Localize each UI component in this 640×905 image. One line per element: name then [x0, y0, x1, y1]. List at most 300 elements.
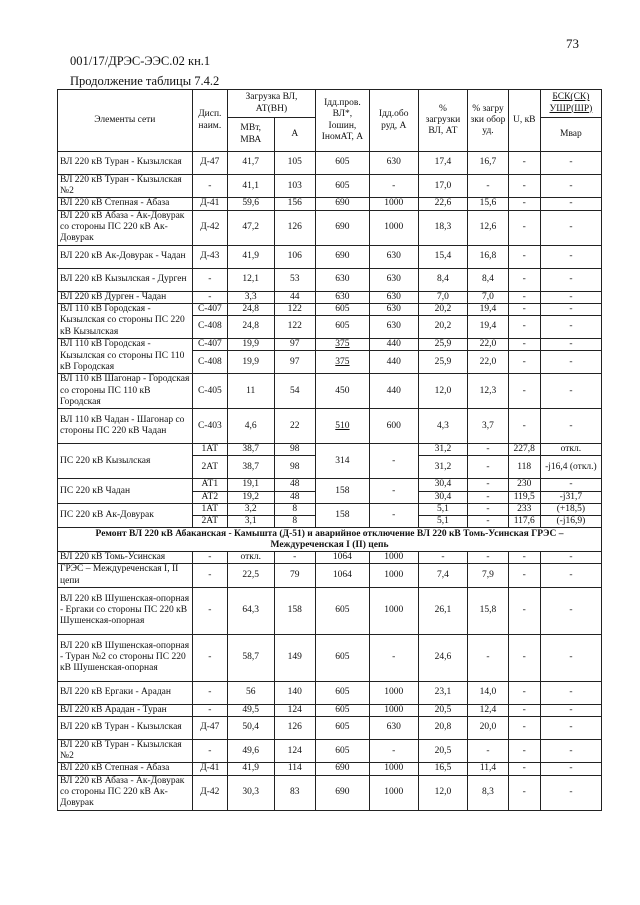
repair-scenario-caption: Ремонт ВЛ 220 кВ Абаканская - Камышта (Д-51) и аварийное отключение ВЛ 220 кВ Томь-Усинская ГРЭС – Междуреченская I (II) цепь — [58, 528, 602, 552]
table-row — [58, 564, 602, 587]
table-cell: 58,7 — [227, 634, 274, 681]
table-cell: 22 — [274, 409, 315, 444]
table-cell: - — [540, 409, 601, 444]
table-row — [58, 152, 602, 175]
table-cell: 630 — [369, 316, 418, 339]
table-cell: - — [192, 704, 227, 716]
table-cell: 20,2 — [418, 316, 468, 339]
table-cell: - — [540, 552, 601, 564]
header-idd-obo: Iдд.обо руд, А — [369, 90, 418, 152]
table-cell: 1000 — [369, 587, 418, 634]
table-cell: - — [540, 479, 601, 491]
table-cell: 19,4 — [468, 316, 508, 339]
table-cell: 8 — [274, 503, 315, 515]
table-cell: 25,9 — [418, 339, 468, 351]
table-cell: 24,6 — [418, 634, 468, 681]
table-row — [58, 634, 602, 681]
table-cell: 8,3 — [468, 775, 508, 810]
table-cell: ВЛ 220 кВ Арадан - Туран — [58, 704, 193, 716]
repair-scenario-row — [58, 528, 602, 552]
header-elements: Элементы сети — [58, 90, 193, 152]
table-row — [58, 503, 602, 515]
table-cell: ВЛ 220 кВ Туран - Кызылская — [58, 717, 193, 740]
table-cell: 119,5 — [508, 491, 540, 503]
table-cell: 1АТ — [192, 503, 227, 515]
table-cell: - — [540, 198, 601, 210]
table-continuation-caption: Продолжение таблицы 7.4.2 — [70, 74, 220, 88]
table-cell: 117,6 — [508, 516, 540, 528]
table-cell: 16,7 — [468, 152, 508, 175]
table-cell: - — [508, 763, 540, 775]
table-cell: - — [192, 681, 227, 704]
table-cell: ВЛ 220 кВ Туран - Кызылская №2 — [58, 740, 193, 763]
table-cell: 118 — [508, 456, 540, 479]
table-cell: ВЛ 220 кВ Ергаки - Арадан — [58, 681, 193, 704]
table-cell: 15,8 — [468, 587, 508, 634]
table-cell: 64,3 — [227, 587, 274, 634]
table-cell: 440 — [369, 351, 418, 374]
table-cell: - — [540, 152, 601, 175]
table-cell: ВЛ 110 кВ Чадан - Шагонар со стороны ПС 220 кВ Чадан — [58, 409, 193, 444]
table-cell: - — [508, 245, 540, 268]
table-cell: Д-47 — [192, 152, 227, 175]
table-cell: 1000 — [369, 775, 418, 810]
table-cell: - — [192, 564, 227, 587]
table-cell: 48 — [274, 479, 315, 491]
table-cell: 605 — [315, 740, 369, 763]
table-cell: 12,0 — [418, 775, 468, 810]
table-cell: 149 — [274, 634, 315, 681]
table-cell: ВЛ 220 кВ Ак-Довурак - Чадан — [58, 245, 193, 268]
table-cell: 22,0 — [468, 351, 508, 374]
table-cell: - — [274, 552, 315, 564]
table-cell: 7,9 — [468, 564, 508, 587]
table-cell: - — [540, 587, 601, 634]
table-cell: 605 — [315, 717, 369, 740]
table-cell: 18,3 — [418, 210, 468, 245]
table-cell: - — [468, 444, 508, 456]
table-cell: 30,4 — [418, 491, 468, 503]
table-cell: 38,7 — [227, 444, 274, 456]
table-cell: 690 — [315, 198, 369, 210]
table-cell: 30,4 — [418, 479, 468, 491]
table-cell: 98 — [274, 456, 315, 479]
table-cell: 233 — [508, 503, 540, 515]
table-row — [58, 291, 602, 303]
table-row — [58, 409, 602, 444]
table-cell: -j16,4 (откл.) — [540, 456, 601, 479]
table-cell: -j31,7 — [540, 491, 601, 503]
table-cell: 12,3 — [468, 374, 508, 409]
table-cell: 630 — [369, 291, 418, 303]
table-cell: 227,8 — [508, 444, 540, 456]
table-cell: 690 — [315, 775, 369, 810]
table-cell: 440 — [369, 339, 418, 351]
table-cell: - — [508, 717, 540, 740]
table-cell: - — [192, 268, 227, 291]
table-cell: 8 — [274, 516, 315, 528]
table-cell: С-408 — [192, 351, 227, 374]
table-row — [58, 374, 602, 409]
table-row — [58, 775, 602, 810]
table-cell: - — [468, 456, 508, 479]
table-cell: ВЛ 220 кВ Шушенская-опорная - Ергаки со стороны ПС 220 кВ Шушенская-опорная — [58, 587, 193, 634]
table-cell: 605 — [315, 681, 369, 704]
table-cell: 15,6 — [468, 198, 508, 210]
table-cell: Д-43 — [192, 245, 227, 268]
table-cell: ВЛ 220 кВ Абаза - Ак-Довурак со стороны ПС 220 кВ Ак-Довурак — [58, 210, 193, 245]
table-cell: 1000 — [369, 564, 418, 587]
table-cell: 3,3 — [227, 291, 274, 303]
table-cell: 630 — [369, 152, 418, 175]
table-cell: ГРЭС – Междуреченская I, II цепи — [58, 564, 193, 587]
table-cell: 630 — [315, 268, 369, 291]
table-cell: 24,8 — [227, 316, 274, 339]
table-cell: 16,8 — [468, 245, 508, 268]
table-cell: 22,5 — [227, 564, 274, 587]
table-cell: 8,4 — [468, 268, 508, 291]
table-cell: 14,0 — [468, 681, 508, 704]
table-cell: Д-47 — [192, 717, 227, 740]
table-cell: - — [508, 198, 540, 210]
table-cell: - — [540, 634, 601, 681]
table-row — [58, 717, 602, 740]
table-cell: 41,1 — [227, 175, 274, 198]
table-cell: 1064 — [315, 564, 369, 587]
table-cell: 114 — [274, 763, 315, 775]
table-cell: 19,2 — [227, 491, 274, 503]
table-cell: 2АТ — [192, 516, 227, 528]
table-cell: - — [508, 740, 540, 763]
table-cell: - — [508, 681, 540, 704]
table-cell: - — [192, 175, 227, 198]
table-cell: 20,2 — [418, 303, 468, 315]
table-cell: 12,6 — [468, 210, 508, 245]
table-cell: - — [468, 634, 508, 681]
table-cell: 19,9 — [227, 351, 274, 374]
table-cell: 605 — [315, 704, 369, 716]
table-cell: 19,4 — [468, 303, 508, 315]
table-row — [58, 479, 602, 491]
table-cell: - — [192, 291, 227, 303]
table-cell: ПС 220 кВ Кызылская — [58, 444, 193, 479]
table-cell: ВЛ 220 кВ Кызылская - Дурген — [58, 268, 193, 291]
table-cell: ВЛ 220 кВ Шушенская-опорная - Туран №2 со стороны ПС 220 кВ Шушенская-опорная — [58, 634, 193, 681]
table-cell: 605 — [315, 152, 369, 175]
table-cell: 440 — [369, 374, 418, 409]
table-cell: - — [508, 291, 540, 303]
table-cell: 48 — [274, 491, 315, 503]
table-cell: 630 — [369, 245, 418, 268]
table-cell: 510 — [315, 409, 369, 444]
load-table — [57, 89, 602, 811]
table-cell: - — [468, 491, 508, 503]
table-row — [58, 763, 602, 775]
table-cell: - — [418, 552, 468, 564]
table-cell: - — [540, 291, 601, 303]
table-cell: 15,4 — [418, 245, 468, 268]
table-cell: 11,4 — [468, 763, 508, 775]
table-cell: Д-42 — [192, 210, 227, 245]
table-cell: 20,5 — [418, 740, 468, 763]
table-cell: ВЛ 110 кВ Городская - Кызылская со стороны ПС 220 кВ Кызылская — [58, 303, 193, 338]
table-cell: 53 — [274, 268, 315, 291]
table-cell: 1000 — [369, 552, 418, 564]
table-cell: 158 — [274, 587, 315, 634]
table-cell: 1000 — [369, 198, 418, 210]
table-cell: 124 — [274, 740, 315, 763]
table-cell: 44 — [274, 291, 315, 303]
table-cell: 20,0 — [468, 717, 508, 740]
table-row — [58, 268, 602, 291]
table-row — [58, 339, 602, 351]
table-cell: - — [540, 351, 601, 374]
table-cell: 106 — [274, 245, 315, 268]
table-cell: 31,2 — [418, 444, 468, 456]
table-row — [58, 245, 602, 268]
table-cell: 375 — [315, 351, 369, 374]
table-cell: - — [508, 152, 540, 175]
table-cell: - — [369, 503, 418, 527]
table-cell: 630 — [315, 291, 369, 303]
table-cell: 97 — [274, 351, 315, 374]
table-cell: 158 — [315, 479, 369, 503]
table-cell: 25,9 — [418, 351, 468, 374]
table-cell: - — [508, 268, 540, 291]
table-cell: - — [540, 717, 601, 740]
table-row — [58, 552, 602, 564]
table-cell: - — [369, 444, 418, 479]
table-cell: - — [192, 552, 227, 564]
table-cell: Д-42 — [192, 775, 227, 810]
table-cell: - — [192, 587, 227, 634]
table-cell: 124 — [274, 704, 315, 716]
table-cell: 3,7 — [468, 409, 508, 444]
table-cell: откл. — [227, 552, 274, 564]
table-cell: 690 — [315, 245, 369, 268]
table-cell: Д-41 — [192, 763, 227, 775]
table-cell: ВЛ 220 кВ Томь-Усинская — [58, 552, 193, 564]
table-cell: - — [468, 516, 508, 528]
table-cell: - — [508, 564, 540, 587]
table-cell: 12,4 — [468, 704, 508, 716]
table-cell: - — [508, 587, 540, 634]
table-cell: 600 — [369, 409, 418, 444]
table-row — [58, 210, 602, 245]
table-cell: 56 — [227, 681, 274, 704]
table-cell: 24,8 — [227, 303, 274, 315]
table-cell: - — [369, 634, 418, 681]
table-cell: 630 — [369, 717, 418, 740]
table-cell: 1000 — [369, 704, 418, 716]
table-cell: 7,0 — [418, 291, 468, 303]
table-cell: 97 — [274, 339, 315, 351]
table-cell: - — [540, 775, 601, 810]
table-cell: 605 — [315, 303, 369, 315]
table-cell: 3,2 — [227, 503, 274, 515]
table-cell: С-403 — [192, 409, 227, 444]
table-row — [58, 175, 602, 198]
table-cell: ВЛ 220 кВ Туран - Кызылская — [58, 152, 193, 175]
table-cell: - — [540, 210, 601, 245]
table-cell: - — [508, 351, 540, 374]
table-cell: - — [508, 303, 540, 315]
table-cell: - — [540, 268, 601, 291]
table-cell: ВЛ 110 кВ Шагонар - Городская со стороны ПС 110 кВ Городская — [58, 374, 193, 409]
table-cell: 98 — [274, 444, 315, 456]
table-cell: 11 — [227, 374, 274, 409]
table-cell: 23,1 — [418, 681, 468, 704]
table-cell: 314 — [315, 444, 369, 479]
table-cell: АТ2 — [192, 491, 227, 503]
table-cell: (-j16,9) — [540, 516, 601, 528]
table-cell: 690 — [315, 210, 369, 245]
header-idd-prov: Iдд.пров. ВЛ*, Iошин, IномАТ, А — [315, 90, 369, 152]
header-load-group: Загрузка ВЛ, АТ(ВН) — [227, 90, 315, 118]
table-row — [58, 681, 602, 704]
table-cell: 3,1 — [227, 516, 274, 528]
table-cell: 47,2 — [227, 210, 274, 245]
table-cell: 59,6 — [227, 198, 274, 210]
table-cell: - — [192, 740, 227, 763]
table-cell: ПС 220 кВ Ак-Довурак — [58, 503, 193, 527]
table-cell: 140 — [274, 681, 315, 704]
table-cell: - — [468, 175, 508, 198]
table-cell: - — [540, 245, 601, 268]
table-cell: 1000 — [369, 681, 418, 704]
table-cell: 7,0 — [468, 291, 508, 303]
table-cell: - — [508, 316, 540, 339]
table-cell: 158 — [315, 503, 369, 527]
table-row — [58, 704, 602, 716]
table-cell: С-408 — [192, 316, 227, 339]
table-cell: 79 — [274, 564, 315, 587]
table-cell: 103 — [274, 175, 315, 198]
table-cell: 20,5 — [418, 704, 468, 716]
table-cell: - — [508, 552, 540, 564]
table-cell: 5,1 — [418, 503, 468, 515]
table-cell: ВЛ 220 кВ Дурген - Чадан — [58, 291, 193, 303]
table-cell: 19,1 — [227, 479, 274, 491]
table-cell: 375 — [315, 339, 369, 351]
table-cell: - — [540, 175, 601, 198]
table-row — [58, 444, 602, 456]
table-cell: - — [508, 775, 540, 810]
page-number: 73 — [566, 36, 579, 51]
header-load-a: А — [274, 118, 315, 152]
table-cell: 1АТ — [192, 444, 227, 456]
header-bsk-unit: Мвар — [540, 118, 601, 152]
table-cell: 605 — [315, 587, 369, 634]
table-cell: С-405 — [192, 374, 227, 409]
table-cell: - — [192, 634, 227, 681]
table-cell: 26,1 — [418, 587, 468, 634]
table-cell: ВЛ 220 кВ Степная - Абаза — [58, 763, 193, 775]
table-cell: 230 — [508, 479, 540, 491]
table-cell: 50,4 — [227, 717, 274, 740]
header-pct-vl: % загрузки ВЛ, АТ — [418, 90, 468, 152]
table-cell: - — [468, 479, 508, 491]
table-cell: 17,4 — [418, 152, 468, 175]
table-cell: С-407 — [192, 339, 227, 351]
table-cell: - — [540, 740, 601, 763]
table-cell: 122 — [274, 303, 315, 315]
table-cell: 41,9 — [227, 763, 274, 775]
table-cell: 2АТ — [192, 456, 227, 479]
table-cell: 54 — [274, 374, 315, 409]
table-cell: ВЛ 110 кВ Городская - Кызылская со стороны ПС 110 кВ Городская — [58, 339, 193, 374]
table-cell: 41,9 — [227, 245, 274, 268]
table-cell: 7,4 — [418, 564, 468, 587]
table-cell: ВЛ 220 кВ Степная - Абаза — [58, 198, 193, 210]
table-cell: - — [508, 175, 540, 198]
table-row — [58, 587, 602, 634]
table-cell: 605 — [315, 634, 369, 681]
table-cell: 49,5 — [227, 704, 274, 716]
table-cell: 22,6 — [418, 198, 468, 210]
table-cell: 126 — [274, 210, 315, 245]
table-cell: 126 — [274, 717, 315, 740]
table-cell: 105 — [274, 152, 315, 175]
table-cell: 17,0 — [418, 175, 468, 198]
table-cell: - — [508, 374, 540, 409]
table-row — [58, 198, 602, 210]
table-cell: - — [540, 374, 601, 409]
table-cell: 5,1 — [418, 516, 468, 528]
header-disp: Дисп. наим. — [192, 90, 227, 152]
table-cell: 83 — [274, 775, 315, 810]
table-cell: 41,7 — [227, 152, 274, 175]
table-cell: - — [508, 339, 540, 351]
table-cell: 156 — [274, 198, 315, 210]
table-cell: 122 — [274, 316, 315, 339]
table-row — [58, 303, 602, 315]
table-cell: 630 — [369, 303, 418, 315]
table-cell: - — [540, 704, 601, 716]
table-cell: 605 — [315, 175, 369, 198]
table-cell: - — [540, 763, 601, 775]
table-cell: - — [468, 503, 508, 515]
table-row — [58, 740, 602, 763]
table-cell: АТ1 — [192, 479, 227, 491]
table-cell: 38,7 — [227, 456, 274, 479]
table-cell: 19,9 — [227, 339, 274, 351]
header-pct-obo: % загру зки обор уд. — [468, 90, 508, 152]
table-cell: - — [369, 175, 418, 198]
table-cell: 22,0 — [468, 339, 508, 351]
header-load-mw: МВт, МВА — [227, 118, 274, 152]
table-cell: ВЛ 220 кВ Туран - Кызылская №2 — [58, 175, 193, 198]
table-cell: 690 — [315, 763, 369, 775]
table-cell: 12,1 — [227, 268, 274, 291]
table-cell: 4,3 — [418, 409, 468, 444]
table-cell: 450 — [315, 374, 369, 409]
table-cell: откл. — [540, 444, 601, 456]
table-cell: - — [540, 316, 601, 339]
table-cell: 16,5 — [418, 763, 468, 775]
table-cell: 20,8 — [418, 717, 468, 740]
table-cell: - — [540, 681, 601, 704]
table-cell: 630 — [369, 268, 418, 291]
table-cell: (+18,5) — [540, 503, 601, 515]
table-cell: - — [369, 479, 418, 503]
table-cell: 1000 — [369, 763, 418, 775]
table-cell: - — [508, 210, 540, 245]
table-cell: - — [540, 564, 601, 587]
table-cell: 1000 — [369, 210, 418, 245]
table-cell: - — [468, 552, 508, 564]
table-cell: 12,0 — [418, 374, 468, 409]
